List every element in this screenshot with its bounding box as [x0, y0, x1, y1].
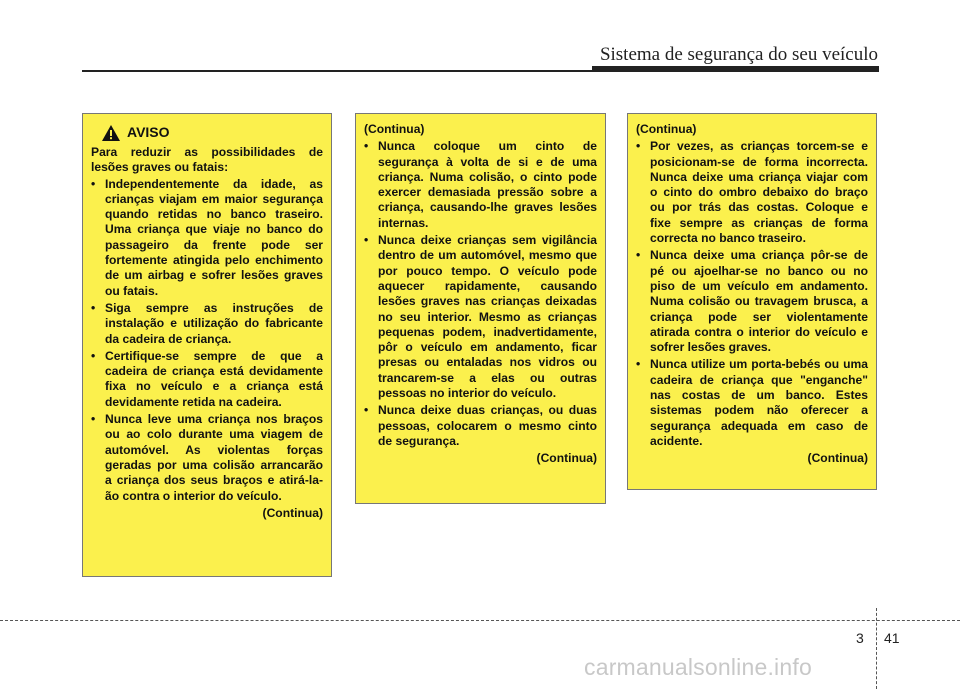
warning-label: AVISO: [127, 124, 170, 141]
continua-footer: (Continua): [262, 505, 323, 520]
list-item: • Independentemente da idade, as crianças viajam em maior segurança quando retidas no banco traseiro. Uma criança que viaje no banco do passageiro da frente pode ser fortemente atingida pelo enchimento de um airbag e sofrer lesões graves ou fatais.: [91, 177, 323, 299]
warning-intro: Para reduzir as possibilidades de lesões graves ou fatais:: [91, 145, 323, 175]
footer-rule: [0, 620, 960, 621]
list-item: • Nunca deixe uma criança pôr-se de pé ou ajoelhar-se no banco ou no piso de um veículo em andamento. Numa colisão ou travagem brusca, a criança pode ser violentamente atirada contra o interior do veículo e sofrer lesões graves.: [636, 248, 868, 355]
continua-footer: (Continua): [807, 451, 868, 466]
chapter-number: 3: [856, 630, 864, 646]
list-item: • Siga sempre as instruções de instalação e utilização do fabricante da cadeira de criança.: [91, 301, 323, 347]
list-item: • Nunca utilize um porta-bebés ou uma cadeira de criança que "enganche" nas costas de um banco. Estes sistemas podem não oferecer a segurança adequada em caso de acidente.: [636, 357, 868, 449]
header-rule: [82, 70, 678, 72]
page-divider-line: [876, 608, 877, 689]
warning-box-3: [627, 113, 877, 490]
warning-list: [364, 139, 597, 449]
warning-box-1: [82, 113, 332, 577]
warning-list: [91, 177, 323, 504]
list-item: • Por vezes, as crianças torcem-se e posicionam-se de forma incorrecta. Nunca deixe uma criança viajar com o cinto do ombro debaixo do braço ou por trás das costas. Coloque e fixe sempre as crianças de forma correcta no banco traseiro.: [636, 139, 868, 246]
list-item: • Nunca leve uma criança nos braços ou ao colo durante uma viagem de automóvel. As violentas forças geradas por uma colisão arrancarão a criança dos seus braços e atirá-la-ão contra o interior do veículo.: [91, 412, 323, 504]
continua-header: (Continua): [364, 122, 425, 136]
watermark-text: carmanualsonline.info: [584, 654, 812, 680]
list-item: • Nunca coloque um cinto de segurança à volta de si e de uma criança. Numa colisão, o cinto pode exercer demasiada pressão sobre a criança, causando-lhe graves lesões internas.: [364, 139, 597, 231]
continua-footer: (Continua): [536, 451, 597, 466]
list-item: • Certifique-se sempre de que a cadeira de criança está devidamente fixa no veículo e a criança está devidamente retida na cadeira.: [91, 349, 323, 410]
warning-list: [636, 139, 868, 449]
list-item: • Nunca deixe crianças sem vigilância dentro de um automóvel, mesmo que por pouco tempo. O veículo pode aquecer rapidamente, causando lesões graves nas crianças deixadas no seu interior. Mesmo as crianças pequenas podem, inadvertidamente, pôr o veículo em andamento, ficar presas ou entaladas nos vidros ou trancarem-se a elas ou outras pessoas no interior do veículo.: [364, 233, 597, 401]
list-item: • Nunca deixe duas crianças, ou duas pessoas, colocarem o mesmo cinto de segurança.: [364, 403, 597, 449]
header-rule-accent: [592, 66, 879, 72]
page-header-title: Sistema de segurança do seu veículo: [599, 44, 878, 65]
warning-triangle-icon: [101, 124, 121, 142]
warning-heading: [101, 124, 323, 142]
warning-box-2: [355, 113, 606, 504]
continua-header: (Continua): [636, 122, 697, 136]
page-number: 41: [884, 630, 900, 646]
